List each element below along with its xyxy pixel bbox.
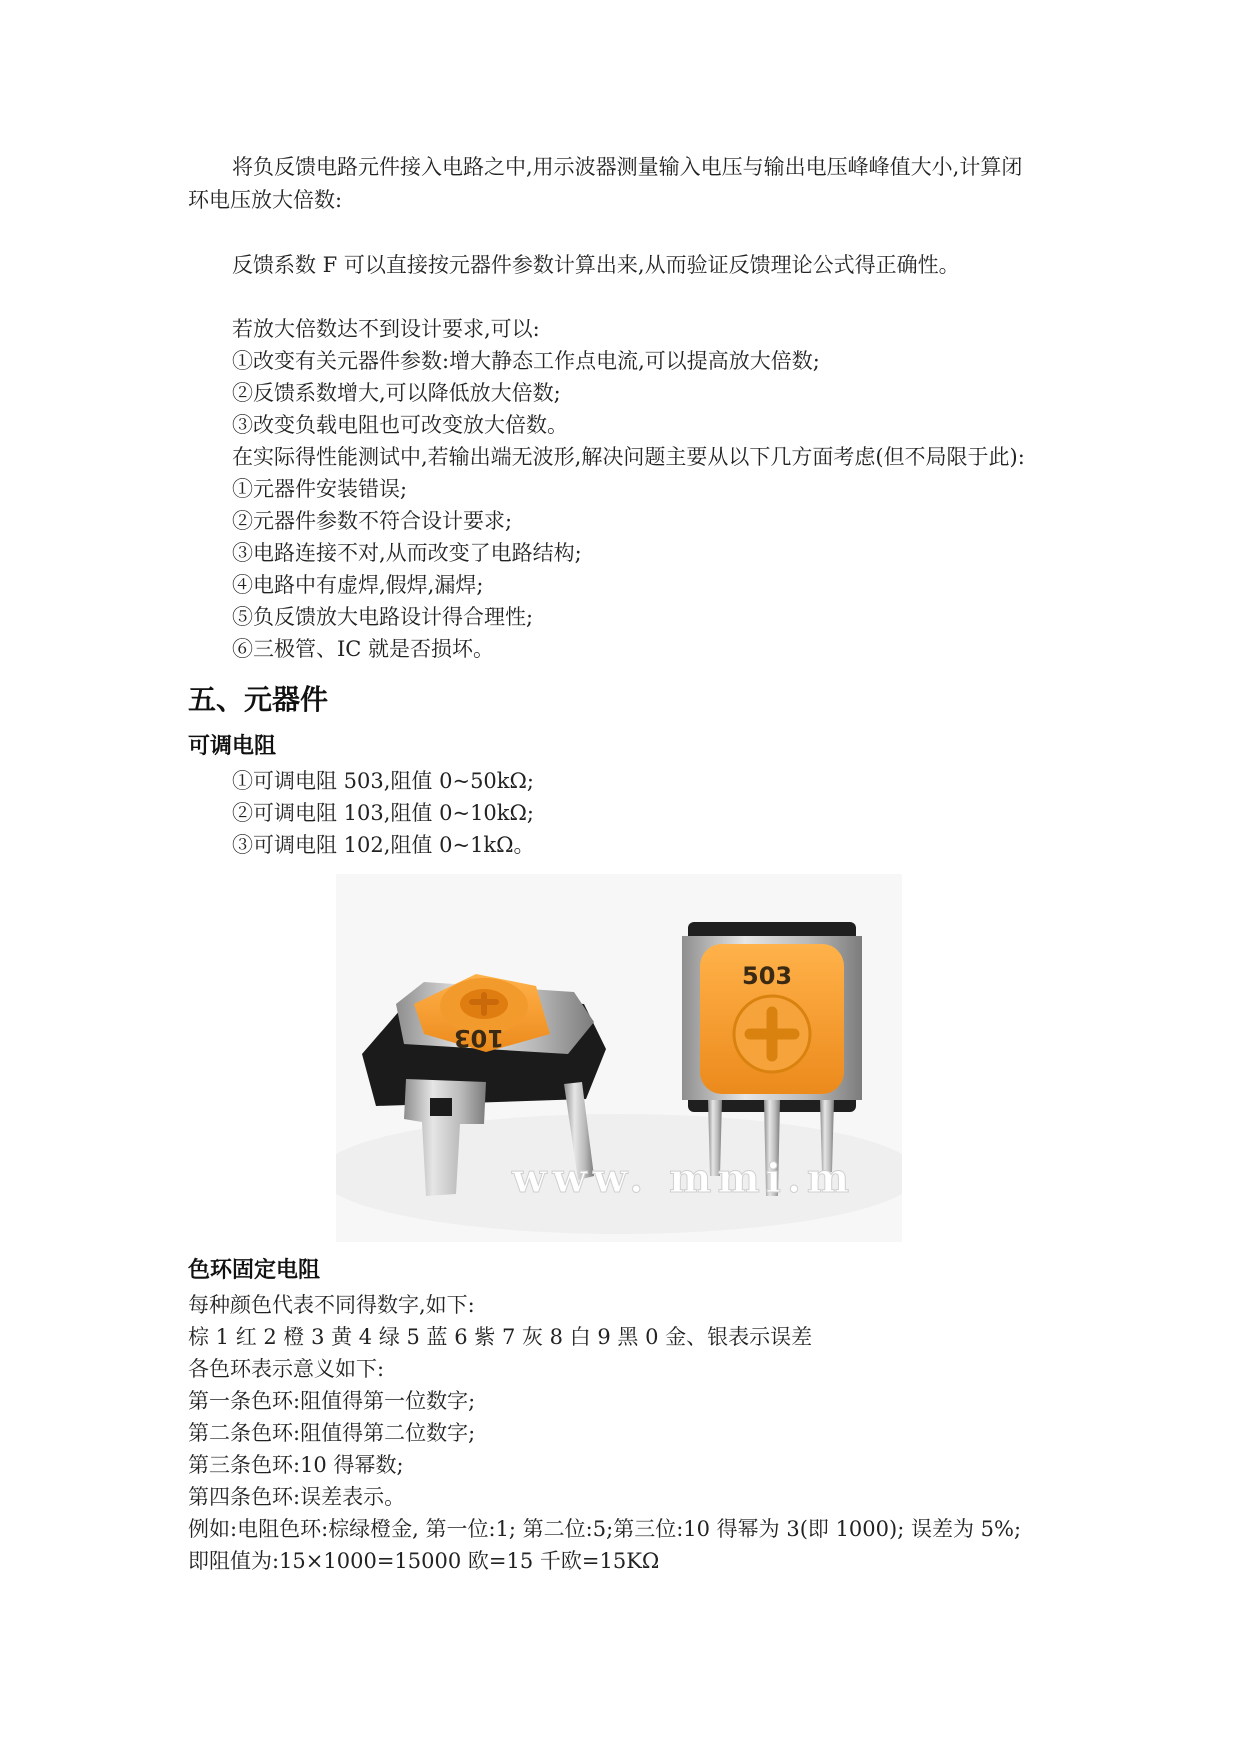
paragraph: 反馈系数 F 可以直接按元器件参数计算出来,从而验证反馈理论公式得正确性。 <box>232 253 960 277</box>
list-item: ①元器件安装错误; <box>232 477 408 501</box>
paragraph-line: 例如:电阻色环:棕绿橙金, 第一位:1; 第二位:5;第三位:10 得幂为 3(即 1000); 误差为 5%; <box>188 1517 1022 1541</box>
subsection-heading: 色环固定电阻 <box>188 1258 321 1283</box>
section-heading: 五、元器件 <box>188 683 329 716</box>
paragraph-line: 将负反馈电路元件接入电路之中,用示波器测量输入电压与输出电压峰峰值大小,计算闭 <box>232 155 1023 179</box>
list-item: ④电路中有虚焊,假焊,漏焊; <box>232 573 484 597</box>
paragraph-line: 第四条色环:误差表示。 <box>188 1485 406 1509</box>
list-item: ②可调电阻 103,阻值 0~10kΩ; <box>232 801 534 825</box>
list-item: ①改变有关元器件参数:增大静态工作点电流,可以提高放大倍数; <box>232 349 820 373</box>
paragraph-line: 第二条色环:阻值得第二位数字; <box>188 1421 476 1445</box>
trimmer-label-103: 103 <box>453 1024 504 1052</box>
list-item: ①可调电阻 503,阻值 0~50kΩ; <box>232 769 534 793</box>
paragraph-line: 各色环表示意义如下: <box>188 1357 385 1381</box>
trimmer-label-503: 503 <box>742 962 793 990</box>
paragraph-line: 第一条色环:阻值得第一位数字; <box>188 1389 476 1413</box>
subsection-heading: 可调电阻 <box>188 734 277 759</box>
list-item: ③电路连接不对,从而改变了电路结构; <box>232 541 582 565</box>
paragraph-line: 每种颜色代表不同得数字,如下: <box>188 1293 475 1317</box>
list-item: ⑤负反馈放大电路设计得合理性; <box>232 605 534 629</box>
paragraph-line: 棕 1 红 2 橙 3 黄 4 绿 5 蓝 6 紫 7 灰 8 白 9 黑 0 金、银表示误差 <box>188 1325 813 1349</box>
paragraph-line: 即阻值为:15×1000=15000 欧=15 千欧=15KΩ <box>188 1549 660 1573</box>
list-item: ⑥三极管、IC 就是否损坏。 <box>232 637 495 661</box>
list-item: ②反馈系数增大,可以降低放大倍数; <box>232 381 561 405</box>
list-item: ③可调电阻 102,阻值 0~1kΩ。 <box>232 833 535 857</box>
paragraph-line: 环电压放大倍数: <box>188 188 343 212</box>
list-item: ②元器件参数不符合设计要求; <box>232 509 513 533</box>
watermark-text: www. mmi.m <box>512 1155 856 1202</box>
paragraph-line: 第三条色环:10 得幂数; <box>188 1453 404 1477</box>
paragraph: 在实际得性能测试中,若输出端无波形,解决问题主要从以下几方面考虑(但不局限于此): <box>232 445 1025 469</box>
paragraph: 若放大倍数达不到设计要求,可以: <box>232 317 540 341</box>
potentiometer-photo <box>336 874 902 1242</box>
list-item: ③改变负载电阻也可改变放大倍数。 <box>232 413 568 437</box>
